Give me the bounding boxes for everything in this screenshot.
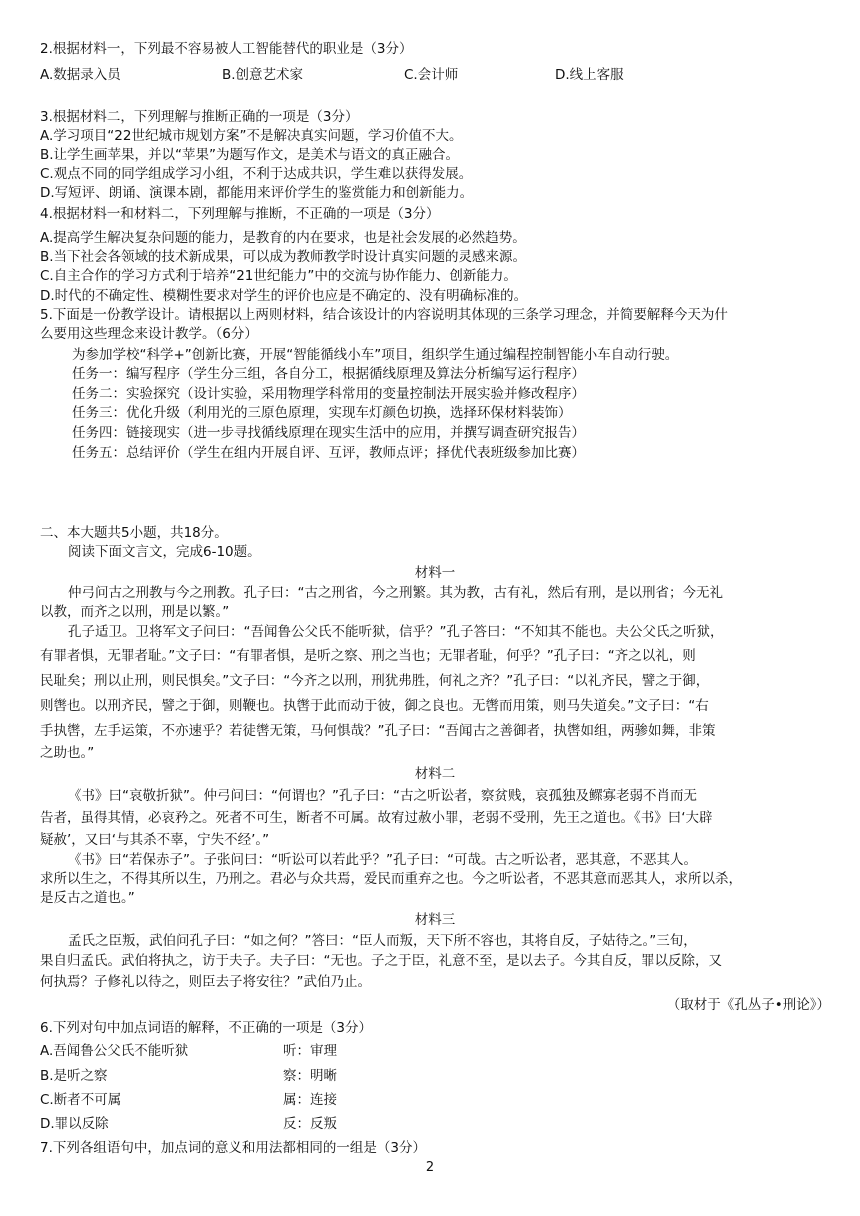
q2-option-a: A.数据录入员 — [40, 67, 121, 83]
q6-option-c-gloss: 属：连接 — [283, 1092, 337, 1108]
q6-option-b-sentence: B.是听之察 — [40, 1068, 108, 1084]
q5-task-5: 任务五：总结评价（学生在组内开展自评、互评，教师点评；择优代表班级参加比赛） — [72, 445, 585, 461]
q6-option-d-gloss: 反：反叛 — [283, 1116, 337, 1132]
q2-option-d: D.线上客服 — [555, 67, 624, 83]
q6-stem: 6.下列对句中加点词语的解释，不正确的一项是（3分） — [40, 1020, 372, 1036]
q3-option-b: B.让学生画苹果，并以“苹果”为题写作文，是美术与语文的真正融合。 — [40, 147, 460, 163]
q5-task-1: 任务一：编写程序（学生分三组，各自分工，根据循线原理及算法分析编写运行程序） — [72, 366, 585, 382]
q2-option-c: C.会计师 — [404, 67, 459, 83]
material-3-title: 材料三 — [414, 912, 456, 928]
q6-option-a-gloss: 听：审理 — [283, 1043, 337, 1059]
material-1-line: 手执辔，左手运策，不亦速乎？若徒辔无策，马何惧哉？”孔子曰：“吾闻古之善御者，执辔如组，两骖如舞，非策 — [40, 723, 716, 739]
q6-option-d-sentence: D.罪以反除 — [40, 1116, 109, 1132]
q3-option-d: D.写短评、朗诵、演课本剧，都能用来评价学生的鉴赏能力和创新能力。 — [40, 185, 474, 201]
material-1-line: 以教，而齐之以刑，刑是以繁。” — [40, 604, 230, 620]
q6-option-b-gloss: 察：明晰 — [283, 1068, 337, 1084]
q5-stem-line-1: 5.下面是一份教学设计。请根据以上两则材料，结合该设计的内容说明其体现的三条学习理念，并简要解释今天为什 — [40, 307, 728, 323]
material-1-line: 民耻矣；刑以止刑，则民惧矣。”文子曰：“今齐之以刑，刑犹弗胜，何礼之齐？”孔子曰：“以礼齐民，譬之于御， — [40, 673, 710, 689]
q4-stem: 4.根据材料一和材料二，下列理解与推断，不正确的一项是（3分） — [40, 206, 440, 222]
page-number: 2 — [425, 1160, 435, 1175]
material-1-line: 之助也。” — [40, 745, 95, 761]
q4-option-c: C.自主合作的学习方式利于培养“21世纪能力”中的交流与协作能力、创新能力。 — [40, 268, 517, 284]
material-2-title: 材料二 — [414, 766, 456, 782]
material-1-line: 孔子适卫。卫将军文子问曰：“吾闻鲁公父氏不能听狱，信乎？”孔子答曰：“不知其不能也。夫公父氏之听狱， — [68, 624, 724, 640]
section-heading: 二、本大题共5小题，共18分。 — [40, 525, 228, 541]
material-1-line: 则辔也。以刑齐民，譬之于御，则鞭也。执辔于此而动于彼，御之良也。无辔而用策，则马失道矣。”文子曰：“右 — [40, 698, 709, 714]
q4-option-a: A.提高学生解决复杂问题的能力，是教育的内在要求，也是社会发展的必然趋势。 — [40, 230, 526, 246]
material-2-line: 告者，虽得其情，必哀矜之。死者不可生，断者不可属。故宥过赦小罪，老弱不受刑，先王之道也。《书》曰‘大辟 — [40, 810, 713, 826]
q2-option-b: B.创意艺术家 — [222, 67, 304, 83]
q5-task-4: 任务四：链接现实（进一步寻找循线原理在现实生活中的应用，并撰写调查研究报告） — [72, 425, 585, 441]
q6-option-a-sentence: A.吾闻鲁公父氏不能听狱 — [40, 1043, 189, 1059]
q5-task-2: 任务二：实验探究（设计实验，采用物理学科常用的变量控制法开展实验并修改程序） — [72, 386, 585, 402]
material-2-line: 求所以生之，不得其所以生，乃刑之。君必与众共焉，爱民而重弃之也。今之听讼者，不恶其意而恶其人，求所以杀， — [40, 871, 742, 887]
material-3-line: 何执焉？子修礼以待之，则臣去子将安往？”武伯乃止。 — [40, 974, 371, 990]
material-1-line: 仲弓问古之刑教与今之刑教。孔子曰：“古之刑省，今之刑繁。其为教，古有礼，然后有刑，是以刑省；今无礼 — [68, 585, 723, 601]
q5-intro: 为参加学校“科学+”创新比赛，开展“智能循线小车”项目，组织学生通过编程控制智能小车自动行驶。 — [72, 347, 679, 363]
material-2-line: 《书》曰“若保赤子”。子张问曰：“听讼可以若此乎？”孔子曰：“可哉。古之听讼者，恶其意，不恶其人。 — [68, 852, 697, 868]
q6-option-c-sentence: C.断者不可属 — [40, 1092, 122, 1108]
section-instruction: 阅读下面文言文，完成6-10题。 — [68, 544, 261, 560]
q3-stem: 3.根据材料二，下列理解与推断正确的一项是（3分） — [40, 109, 359, 125]
q7-stem: 7.下列各组语句中，加点词的意义和用法都相同的一组是（3分） — [40, 1140, 426, 1156]
q5-task-3: 任务三：优化升级（利用光的三原色原理，实现车灯颜色切换，选择环保材料装饰） — [72, 405, 572, 421]
q3-option-a: A.学习项目“22世纪城市规划方案”不是解决真实问题，学习价值不大。 — [40, 128, 463, 144]
q2-stem: 2.根据材料一，下列最不容易被人工智能替代的职业是（3分） — [40, 41, 413, 57]
q4-option-b: B.当下社会各领域的技术新成果，可以成为教师教学时设计真实问题的灵感来源。 — [40, 249, 527, 265]
material-2-line: 疑赦’，又曰‘与其杀不辜，宁失不经’。” — [40, 832, 270, 848]
material-2-line: 是反古之道也。” — [40, 890, 135, 906]
q3-option-c: C.观点不同的同学组成学习小组，不利于达成共识，学生难以获得发展。 — [40, 166, 473, 182]
material-2-line: 《书》曰“哀敬折狱”。仲弓问曰：“何谓也？”孔子曰：“古之听讼者，察贫贱，哀孤独及鳏寡老弱不肖而无 — [68, 788, 697, 804]
q4-option-d: D.时代的不确定性、模糊性要求对学生的评价也应是不确定的、没有明确标准的。 — [40, 288, 528, 304]
material-1-line: 有罪者惧，无罪者耻。”文子曰：“有罪者惧，是听之察、刑之当也；无罪者耻，何乎？”孔子曰：“齐之以礼，则 — [40, 648, 696, 664]
material-1-title: 材料一 — [414, 565, 456, 581]
source-citation: （取材于《孔丛子•刑论》） — [666, 997, 830, 1013]
material-3-line: 孟氏之臣叛，武伯问孔子曰：“如之何？”答曰：“臣人而叛，天下所不容也，其将自反，子姑待之。”三旬， — [68, 933, 697, 949]
material-3-line: 果自归孟氏。武伯将执之，访于夫子。夫子曰：“无也。子之于臣，礼意不至，是以去子。今其自反，罪以反除，又 — [40, 953, 722, 969]
q5-stem-line-2: 么要用这些理念来设计教学。（6分） — [40, 326, 258, 342]
